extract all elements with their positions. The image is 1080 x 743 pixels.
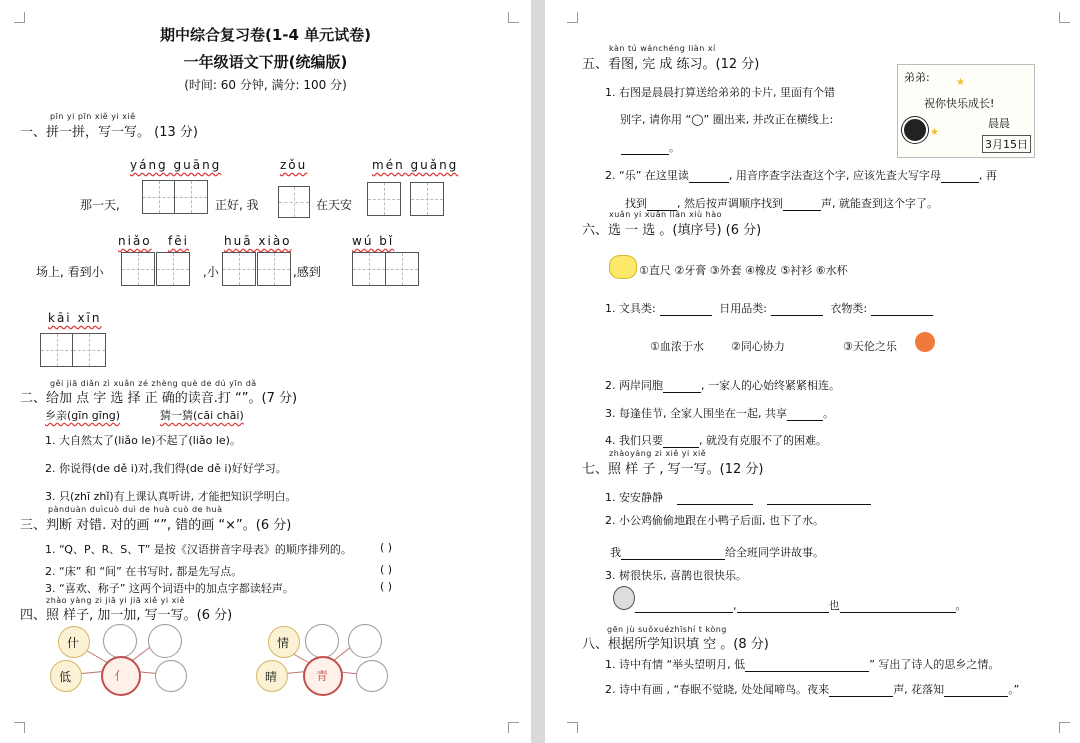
radical-center: 亻 <box>101 656 141 696</box>
s6-q3: 3. 每逢佳节, 全家人围坐在一起, 共享 。 <box>605 407 834 420</box>
text-xiao: ,小 <box>203 265 219 279</box>
s1-heading: 一、拼一拼，写一写。 (13 分) <box>20 125 198 140</box>
word-circle: 什 <box>58 626 90 658</box>
word-circle-blank[interactable] <box>148 624 182 658</box>
s3-heading: 三、判断 对错. 对的画 “”, 错的画 “×”。(6 分) <box>20 518 292 533</box>
s7-heading: 七、照 样 子 , 写一写。(12 分) <box>582 462 764 477</box>
s2-example-1: 乡亲(gīn gīng) <box>45 409 121 422</box>
s2-q2: 2. 你说得(de dě i)对,我们得(de dě i)好好学习。 <box>45 462 287 475</box>
write-box[interactable] <box>156 252 190 286</box>
text-zaitianan: 在天安 <box>316 198 353 212</box>
s5-q2-cont: 找到 , 然后按声调顺序找到 声, 就能查到这个字了。 <box>625 197 938 210</box>
s3-q1: 1. “Q、P、R、S、T” 是按《汉语拼音字母表》的顺序排列的。 <box>45 543 352 556</box>
soccer-ball-icon <box>902 117 928 143</box>
radical-center: 青 <box>303 656 343 696</box>
write-box[interactable] <box>352 252 386 286</box>
s7-pinyin: zhàoyàng zi xiě yi xiě <box>609 449 707 458</box>
right-page <box>545 0 1080 743</box>
text-natian: 那一天, <box>80 198 120 212</box>
write-box[interactable] <box>72 333 106 367</box>
write-box[interactable] <box>257 252 291 286</box>
s6-opt2: ②同心协力 <box>731 340 785 353</box>
bucket-icon <box>609 255 637 279</box>
py-zou: zǒu <box>280 158 308 172</box>
s8-pinyin: gēn jù suǒxuézhīshí t kòng <box>607 625 727 634</box>
s2-pinyin: gěi jiā diǎn zì xuǎn zé zhèng què de dú yīn dǎ <box>50 379 257 388</box>
s6-pinyin: xuǎn yi xuǎn lián xiù hào <box>609 210 723 219</box>
cartoon-boy-icon <box>613 586 635 610</box>
s8-q1: 1. 诗中有情 “举头望明月, 低 ” 写出了诗人的思乡之情。 <box>605 658 1000 671</box>
s3-q2-paren[interactable]: ( ) <box>380 563 393 576</box>
s3-q1-paren[interactable]: ( ) <box>380 541 393 554</box>
s5-q2: 2. “乐” 在这里读 , 用音序查字法查这个字, 应该先查大写字母 , 再 <box>605 169 997 182</box>
py-wubi: wú bǐ <box>352 234 395 248</box>
s2-heading: 二、给加 点 字 选 择 正 确的读音.打 “”。(7 分) <box>20 391 298 406</box>
s2-example-2: 猜一猜(cāi chāi) <box>160 409 244 422</box>
page-gutter <box>531 0 545 743</box>
page-title: 期中综合复习卷(1-4 单元试卷) <box>159 26 372 44</box>
s3-q3: 3. “喜欢、称子” 这两个词语中的加点字都读轻声。 <box>45 582 294 595</box>
left-page <box>0 0 531 743</box>
s5-q1-answer[interactable]: 。 <box>621 139 680 155</box>
s3-q2: 2. “床” 和 “间” 在书写时, 都是先写点。 <box>45 565 243 578</box>
s2-q3: 3. 只(zhī zhǐ)有上课认真听讲, 才能把知识学明白。 <box>45 490 297 503</box>
write-box[interactable] <box>174 180 208 214</box>
crop-mark <box>1059 722 1070 733</box>
cartoon-face-icon <box>915 332 935 352</box>
word-circle: 情 <box>268 626 300 658</box>
card-from: 晨晨 <box>988 117 1010 130</box>
s1-pinyin: pīn yi pīn xiě yi xiě <box>50 112 136 121</box>
crop-mark <box>567 722 578 733</box>
write-box[interactable] <box>278 186 310 218</box>
s7-q1: 1. 安安静静 <box>605 489 871 505</box>
py-menguang: mén guǎng <box>372 158 459 172</box>
write-box[interactable] <box>385 252 419 286</box>
star-icon: ★ <box>956 77 965 88</box>
crop-mark <box>1059 12 1070 23</box>
word-circle: 低 <box>50 660 82 692</box>
py-kaixin: kāi xīn <box>48 311 102 325</box>
star-icon: ★ <box>930 127 939 138</box>
write-box[interactable] <box>410 182 444 216</box>
write-box[interactable] <box>40 333 74 367</box>
crop-mark <box>567 12 578 23</box>
s6-q1: 1. 文具类: 日用品类: 衣物类: <box>605 300 937 316</box>
word-circle-blank[interactable] <box>305 624 339 658</box>
s7-q2: 2. 小公鸡偷偷地跟在小鸭子后面, 也下了水。 <box>605 514 824 527</box>
s6-heading: 六、选 一 选 。(填序号) (6 分) <box>582 223 762 238</box>
greeting-card <box>897 64 1035 158</box>
page-subtitle: 一年级语文下册(统编版) <box>183 53 348 71</box>
s6-q2: 2. 两岸同胞 , 一家人的心始终紧紧相连。 <box>605 379 840 392</box>
word-circle-blank[interactable] <box>103 624 137 658</box>
s8-q2: 2. 诗中有画 , “春眠不觉晓, 处处闻啼鸟。夜来 声, 花落知 。” <box>605 683 1020 696</box>
word-web-diagrams <box>40 620 400 690</box>
card-wish: 祝你快乐成长! <box>924 97 995 110</box>
s5-q1b: 别字, 请你用 “◯” 圈出来, 并改正在横线上: <box>620 113 834 126</box>
write-box[interactable] <box>367 182 401 216</box>
py-fei: fēi <box>168 234 189 248</box>
text-chang: 场上, 看到小 <box>36 265 104 279</box>
s6-q4: 4. 我们只要 , 就没有克服不了的困难。 <box>605 434 827 447</box>
s6-items: ①直尺 ②牙膏 ③外套 ④橡皮 ⑤衬衫 ⑥水杯 <box>639 264 848 277</box>
py-yangguang: yáng guāng <box>130 158 222 172</box>
crop-mark <box>508 12 519 23</box>
crop-mark <box>508 722 519 733</box>
s6-opt1: ①血浓于水 <box>650 340 704 353</box>
word-circle-blank[interactable] <box>155 660 187 692</box>
write-box[interactable] <box>121 252 155 286</box>
s7-q2-answer: 我 给全班同学讲故事。 <box>610 546 824 559</box>
py-huaxiao: huā xiào <box>224 234 292 248</box>
s5-pinyin: kàn tú wánchéng liàn xí <box>609 44 716 53</box>
write-box[interactable] <box>222 252 256 286</box>
card-date: 3月15日 <box>982 135 1031 153</box>
py-niao: niǎo <box>118 234 152 248</box>
s4-heading: 四、照 样子, 加一加, 写一写。(6 分) <box>20 608 233 623</box>
text-zhenghao: 正好, 我 <box>215 198 259 212</box>
s7-q3: 3. 树很快乐, 喜鹊也很快乐。 <box>605 569 747 582</box>
s2-q1: 1. 大自然太了(liǎo le)不起了(liǎo le)。 <box>45 434 241 447</box>
s4-pinyin: zhào yàng zi jiā yi jiā xiě yi xiě <box>46 596 185 605</box>
text-gandao: ,感到 <box>293 265 321 279</box>
s3-pinyin: pànduàn duìcuò duì de huà cuò de huà <box>48 505 223 514</box>
s3-q3-paren[interactable]: ( ) <box>380 580 393 593</box>
card-to: 弟弟: <box>904 71 930 84</box>
time-info: (时间: 60 分钟, 满分: 100 分) <box>184 78 347 92</box>
s8-heading: 八、根据所学知识填 空 。(8 分) <box>582 637 769 652</box>
word-circle: 晴 <box>256 660 288 692</box>
word-circle-blank[interactable] <box>356 660 388 692</box>
s7-q3-answer: , 也 。 <box>635 597 967 613</box>
s5-q1a: 1. 右图是晨晨打算送给弟弟的卡片, 里面有个错 <box>605 86 835 99</box>
word-circle-blank[interactable] <box>348 624 382 658</box>
crop-mark <box>14 722 25 733</box>
write-box[interactable] <box>142 180 176 214</box>
s5-heading: 五、看图, 完 成 练习。(12 分) <box>582 57 760 72</box>
s6-opt3: ③天伦之乐 <box>843 340 897 353</box>
crop-mark <box>14 12 25 23</box>
